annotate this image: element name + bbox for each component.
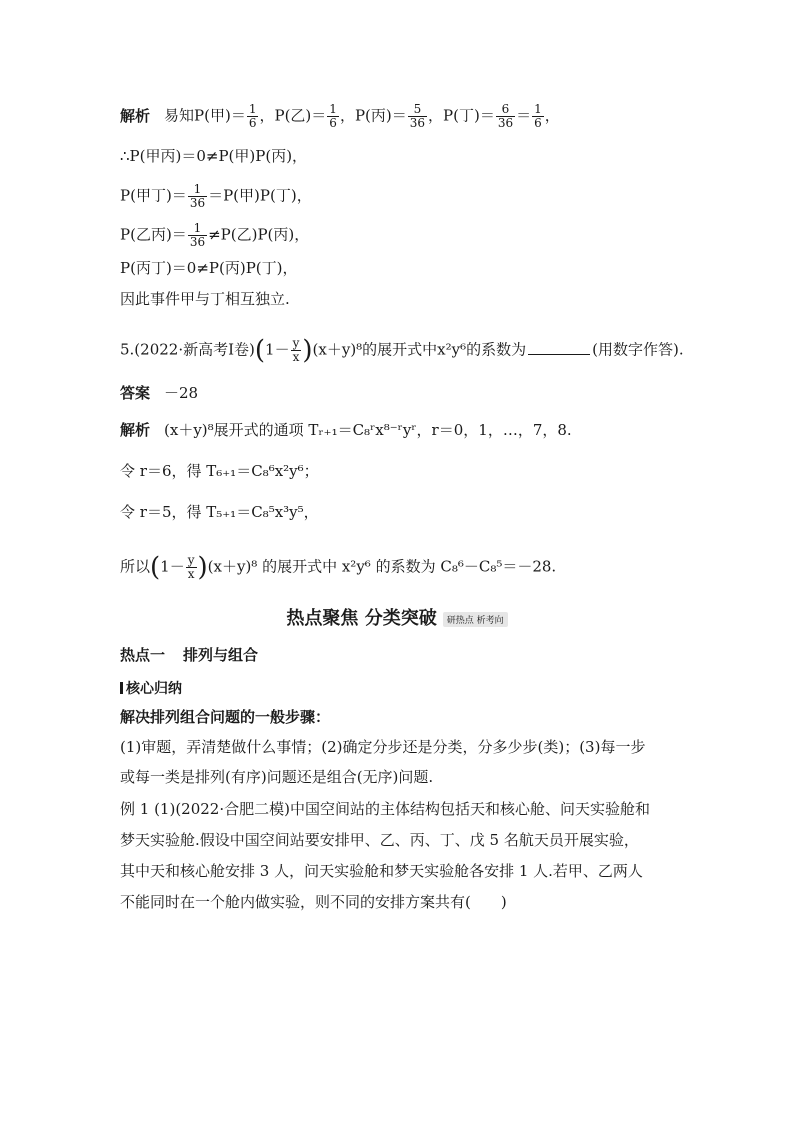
analysis-label: 解析: [120, 106, 151, 125]
steps-title: 解决排列组合问题的一般步骤：: [120, 708, 331, 726]
answer-value: －28: [164, 384, 199, 402]
fraction-p-jia: $\frac{1}{6}$: [248, 102, 257, 130]
fraction-p-bing: $\frac{5}{36}$: [409, 102, 426, 130]
section-title: 热点聚焦 分类突破 研热点 析考向: [0, 604, 794, 630]
example-line-1: 例 1 (1)(2022·合肥二模)中国空间站的主体结构包括天和核心舱、问天实验舱和: [120, 800, 650, 818]
step-r6: 令 r＝6，得 T₆₊₁＝C₈⁶x²y⁶；: [120, 462, 319, 480]
hotpoint-title: 排列与组合: [183, 646, 259, 664]
analysis-label-2: 解析: [120, 421, 151, 439]
fraction-y-over-x: $\frac{y}{x}$: [292, 336, 300, 364]
line-yi-bing: P(乙丙)＝ $\frac{1}{36}$ ≠P(乙)P(丙)，: [120, 221, 310, 249]
line-jia-bing: ∴P(甲丙)＝0≠P(甲)P(丙)，: [120, 147, 308, 165]
equals-sign: ＝: [516, 106, 532, 125]
step-r5: 令 r＝5，得 T₅₊₁＝C₈⁵x³y⁵，: [120, 503, 319, 521]
line-bing-ding: P(丙丁)＝0≠P(丙)P(丁)，: [120, 259, 298, 277]
analysis-intro: 易知: [164, 106, 195, 125]
line-end: ，: [544, 106, 560, 125]
section-tag: 研热点 析考向: [443, 612, 508, 627]
p-ding-text: ，P(丁)＝: [428, 106, 495, 125]
steps-line-1: (1)审题，弄清楚做什么事情；(2)确定分步还是分类，分多少步(类)；(3)每一步: [120, 738, 646, 756]
fraction-yi-bing: $\frac{1}{36}$: [189, 221, 206, 249]
fraction-jia-ding: $\frac{1}{36}$: [189, 182, 206, 210]
heading-bar-icon: [120, 682, 123, 694]
hotpoint-heading: [120, 645, 258, 665]
coefficient-conclusion: 所以(1－ $\frac{y}{x}$ )(x＋y)⁸ 的展开式中 x²y⁶ 的系数为 C₈⁶－C₈⁵＝－28.: [120, 552, 557, 583]
answer-blank: [528, 340, 590, 355]
p-yi-text: ，P(乙)＝: [259, 106, 327, 125]
example-line-3: 其中天和核心舱安排 3 人，问天实验舱和梦天实验舱各安排 1 人.若甲、乙两人: [120, 862, 643, 880]
fraction-p-ding-simplified: $\frac{1}{6}$: [534, 102, 542, 130]
answer-line: [120, 383, 198, 403]
line-independence-conclusion: 因此事件甲与丁相互独立.: [120, 290, 290, 308]
steps-line-2: 或每一类是排列(有序)问题还是组合(无序)问题.: [120, 768, 434, 786]
fraction-y-over-x-2: $\frac{y}{x}$: [187, 553, 195, 581]
analysis-general-term: 解析 (x＋y)⁸展开式的通项 Tᵣ₊₁＝C₈ʳx⁸⁻ʳyʳ，r＝0，1，…，7，8.: [120, 421, 572, 439]
hotpoint-label: 热点一: [120, 646, 166, 664]
fraction-p-yi: $\frac{1}{6}$: [329, 102, 337, 130]
p-jia-text: P(甲)＝: [194, 106, 246, 125]
core-summary-heading: 核心归纳: [120, 679, 182, 699]
answer-label: 答案: [120, 384, 151, 402]
p-bing-text: ，P(丙)＝: [339, 106, 407, 125]
example-line-4: 不能同时在一个舱内做实验，则不同的安排方案共有( ): [120, 893, 507, 911]
question-5: 5.(2022·新高考Ⅰ卷)(1－ $\frac{y}{x}$ )(x＋y)⁸的展开式中x²y⁶的系数为 (用数字作答).: [120, 335, 684, 366]
fraction-p-ding: $\frac{6}{36}$: [497, 102, 514, 130]
line-jia-ding: P(甲丁)＝ $\frac{1}{36}$ ＝P(甲)P(丁)，: [120, 182, 312, 210]
question-5-source: 5.(2022·新高考Ⅰ卷): [120, 340, 255, 359]
example-line-2: 梦天实验舱.假设中国空间站要安排甲、乙、丙、丁、戊 5 名航天员开展实验，: [120, 831, 639, 849]
analysis-probabilities-line: [120, 103, 560, 130]
